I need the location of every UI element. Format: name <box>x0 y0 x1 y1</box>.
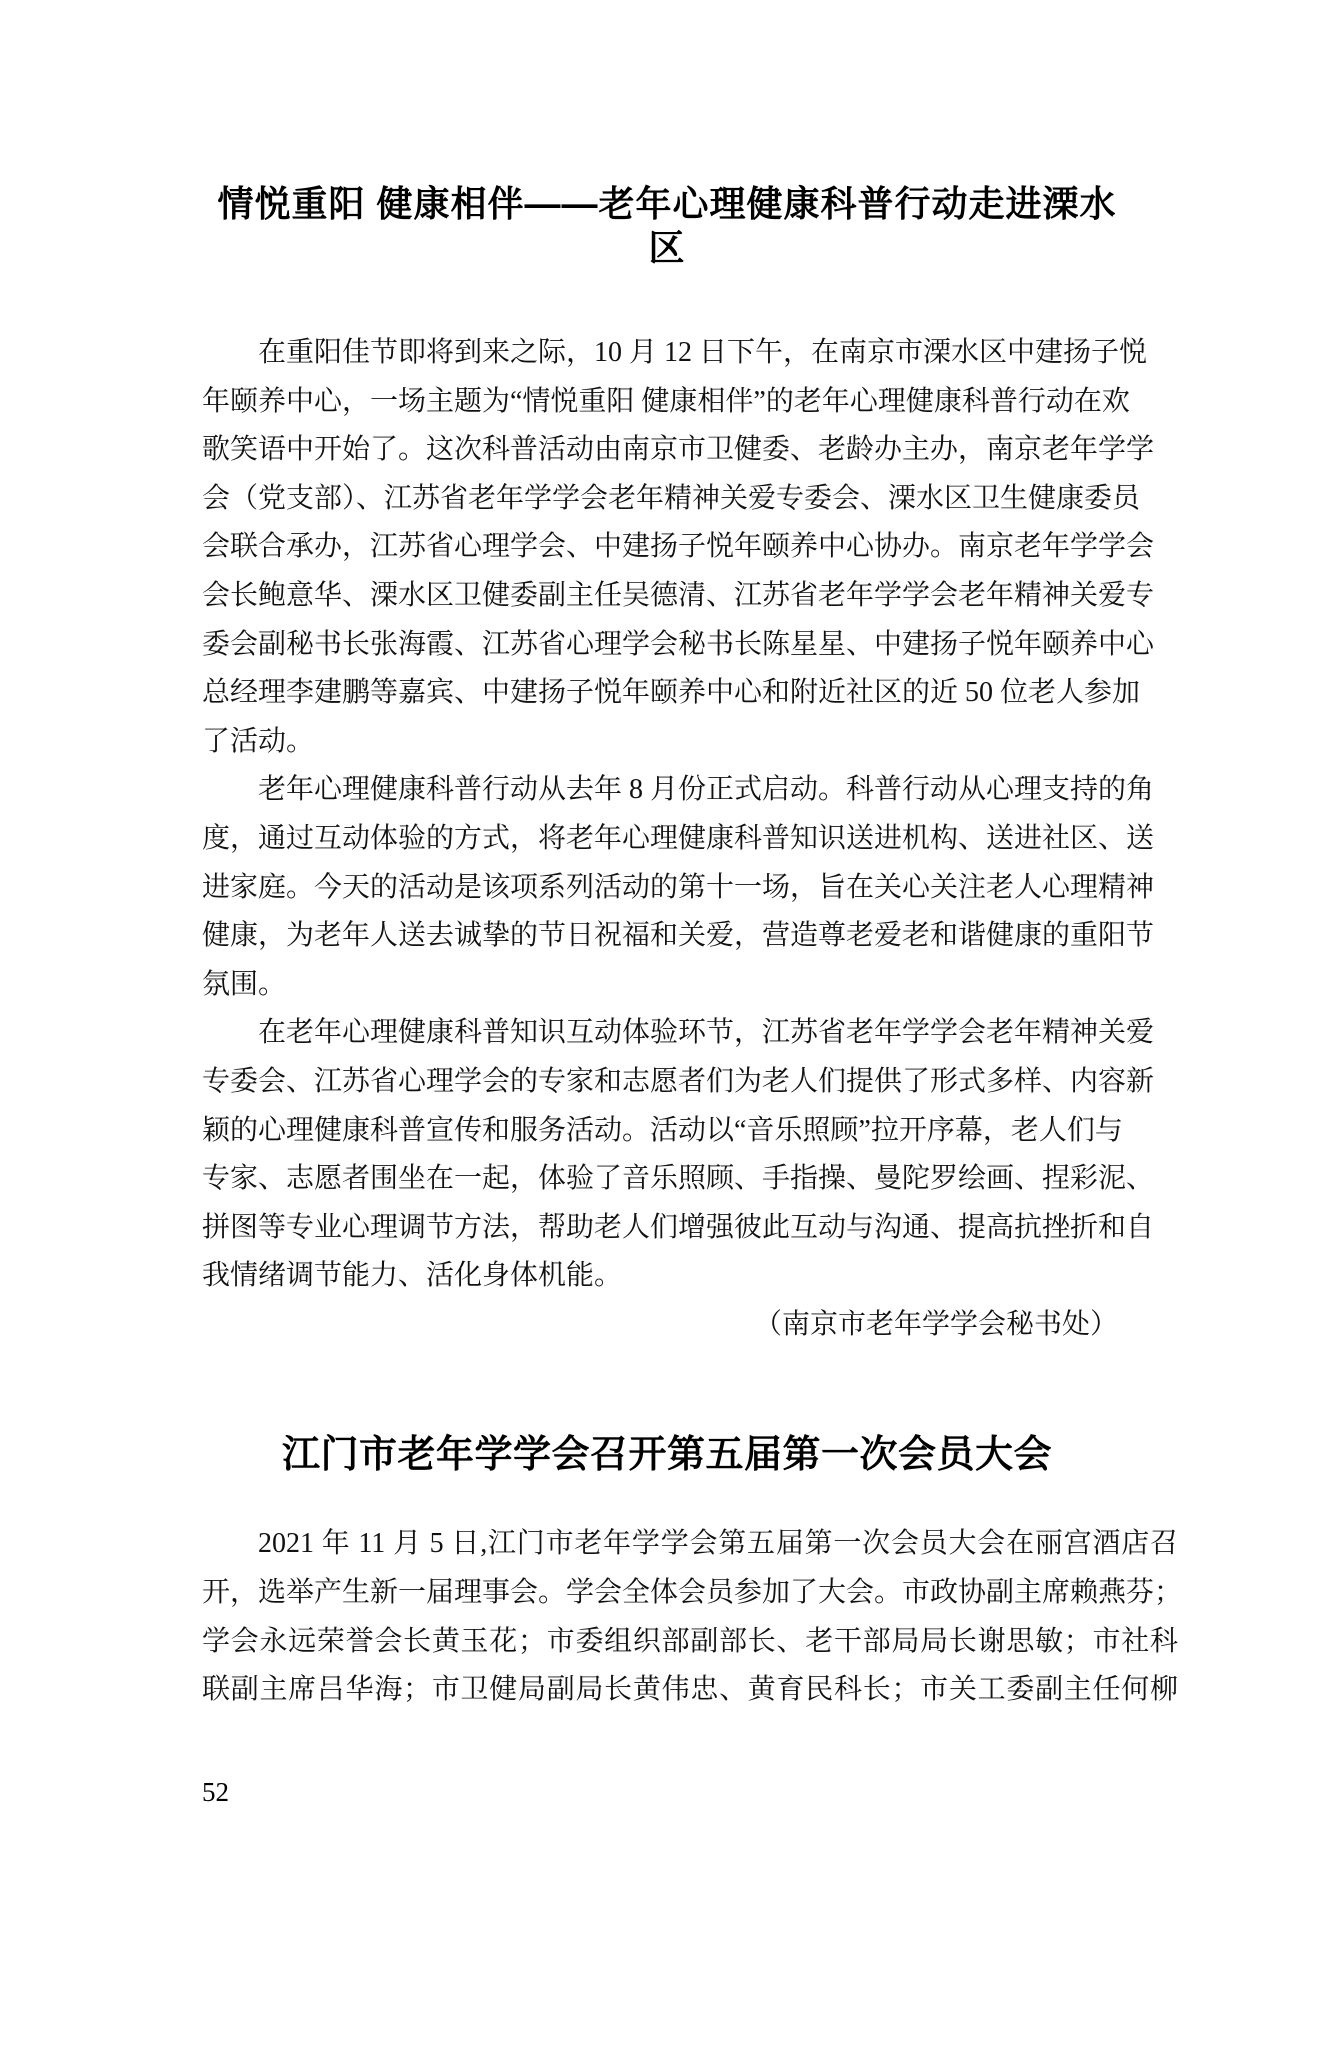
text-line: 氛围。 <box>202 968 287 1000</box>
article-1-byline: （南京市老年学学会秘书处） <box>753 1308 1118 1340</box>
text-line: 颖的心理健康科普宣传和服务活动。活动以“音乐照顾”拉开序幕，老人们与 <box>202 1114 1123 1146</box>
text-line: 拼图等专业心理调节方法，帮助老人们增强彼此互动与沟通、提高抗挫折和自 <box>202 1211 1155 1243</box>
text-line: 专委会、江苏省心理学会的专家和志愿者们为老人们提供了形式多样、内容新 <box>202 1065 1155 1097</box>
text-line: 在重阳佳节即将到来之际，10 月 12 日下午，在南京市溧水区中建扬子悦 <box>258 337 1148 368</box>
text-line: 在老年心理健康科普知识互动体验环节，江苏省老年学学会老年精神关爱 <box>258 1017 1155 1049</box>
text-line: 度，通过互动体验的方式，将老年心理健康科普知识送进机构、送进社区、送 <box>202 822 1155 854</box>
text-line: 进家庭。今天的活动是该项系列活动的第十一场，旨在关心关注老人心理精神 <box>202 871 1155 903</box>
text-line: 总经理李建鹏等嘉宾、中建扬子悦年颐养中心和附近社区的近 50 位老人参加 <box>202 677 1141 709</box>
page-number: 52 <box>202 1776 229 1807</box>
article-1-title: 情悦重阳 健康相伴——老年心理健康科普行动走进溧水区 <box>217 183 1117 268</box>
article-1-paragraph-2 <box>202 766 1178 1009</box>
text-line: 我情绪调节能力、活化身体机能。 <box>202 1260 623 1292</box>
text-line: 联副主席吕华海；市卫健局副局长黄伟忠、黄育民科长；市关工委副主任何柳 <box>202 1674 1178 1706</box>
text-line: 会（党支部）、江苏省老年学学会老年精神关爱专委会、溧水区卫生健康委员 <box>202 482 1141 514</box>
article-2-title: 江门市老年学学会召开第五届第一次会员大会 <box>281 1434 1052 1477</box>
text-line: 年颐养中心，一场主题为“情悦重阳 健康相伴”的老年心理健康科普行动在欢 <box>202 385 1130 417</box>
article-1-paragraph-3 <box>202 1009 1178 1301</box>
text-line: 会联合承办，江苏省心理学会、中建扬子悦年颐养中心协办。南京老年学学会 <box>202 531 1155 563</box>
text-line: 专家、志愿者围坐在一起，体验了音乐照顾、手指操、曼陀罗绘画、捏彩泥、 <box>202 1163 1155 1195</box>
text-line: 2021 年 11 月 5 日,江门市老年学学会第五届第一次会员大会在丽宫酒店召 <box>258 1528 1178 1560</box>
article-2 <box>202 1432 1183 1714</box>
article-1-paragraph-1 <box>202 329 1178 766</box>
text-line: 老年心理健康科普行动从去年 8 月份正式启动。科普行动从心理支持的角 <box>258 774 1155 806</box>
page-content <box>202 182 1183 1807</box>
text-line: 学会永远荣誉会长黄玉花；市委组织部副部长、老干部局局长谢思敏；市社科 <box>202 1625 1178 1657</box>
text-line: 开，选举产生新一届理事会。学会全体会员参加了大会。市政协副主席赖燕芬； <box>202 1577 1183 1609</box>
article-1 <box>202 182 1178 1349</box>
text-line: 会长鲍意华、溧水区卫健委副主任吴德清、江苏省老年学学会老年精神关爱专 <box>202 579 1155 611</box>
text-line: 了活动。 <box>202 725 315 757</box>
text-line: 健康，为老年人送去诚挚的节日祝福和关爱，营造尊老爱老和谐健康的重阳节 <box>202 920 1155 952</box>
text-line: 委会副秘书长张海霞、江苏省心理学会秘书长陈星星、中建扬子悦年颐养中心 <box>202 628 1155 660</box>
article-2-paragraph-1 <box>202 1520 1183 1714</box>
document-page <box>0 182 1323 2053</box>
text-line: 歌笑语中开始了。这次科普活动由南京市卫健委、老龄办主办，南京老年学学 <box>202 434 1155 466</box>
